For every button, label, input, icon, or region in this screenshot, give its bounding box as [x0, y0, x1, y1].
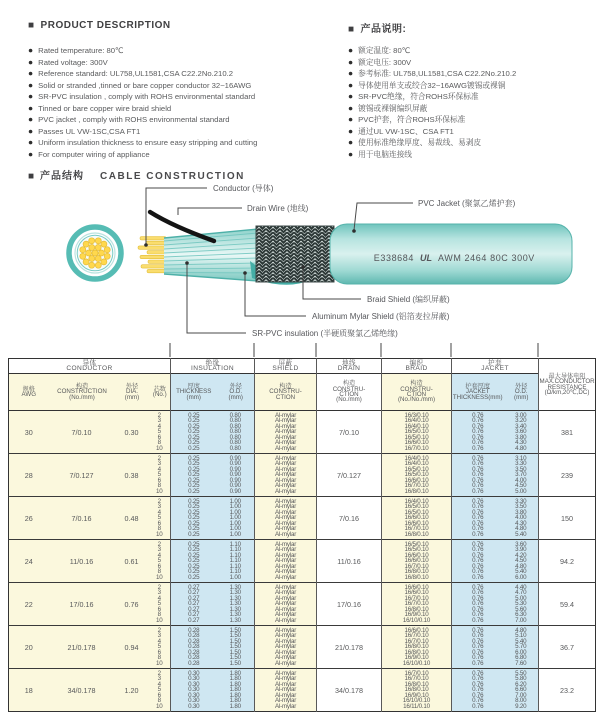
- bullet-icon: ●: [28, 137, 34, 147]
- bullet-text: Rated voltage: 300V: [38, 57, 108, 67]
- cell-jacket_od: 3.10 3.30 3.50 3.70 4.00 4.50 5.00: [504, 454, 539, 497]
- cell-resistance: 381: [539, 411, 596, 454]
- cell-shield: Al-mylar Al-mylar Al-mylar Al-mylar Al-mylar Al-mylar Al-mylar: [255, 669, 317, 712]
- group-header-conductor: 导体 CONDUCTOR: [9, 359, 171, 374]
- cell-resistance: 239: [539, 454, 596, 497]
- cell-ins_thickness: 0.25 0.25 0.25 0.25 0.25 0.25 0.25: [171, 497, 217, 540]
- bullet-text: PVC jacket , comply with ROHS environmental standard: [38, 115, 230, 124]
- spec-table-body: [9, 411, 596, 712]
- product-description-cn-title: [348, 20, 406, 35]
- bullet-text: SR-PVC insulation , comply with ROHS environmental standard: [38, 92, 256, 101]
- cell-drain: 17/0.16: [317, 583, 382, 626]
- bullet-text: 参考标准: UL758,UL1581,CSA C22.2No.210.2: [358, 69, 517, 78]
- cell-cores: 2 3 4 5 6 8 10: [149, 540, 171, 583]
- bullet-item: [348, 114, 598, 126]
- bullet-item: [28, 114, 346, 126]
- cell-jacket_thickness: 0.76 0.76 0.76 0.76 0.76 0.76 0.76: [452, 411, 504, 454]
- bullet-text: 使用标准绝缘厚度、易裁线、易剥皮: [358, 138, 482, 147]
- spec-table-head: [9, 359, 596, 411]
- cell-shield: Al-mylar Al-mylar Al-mylar Al-mylar Al-mylar Al-mylar Al-mylar: [255, 626, 317, 669]
- cell-ins_od: 1.30 1.30 1.30 1.30 1.30 1.30 1.30: [217, 583, 255, 626]
- bullet-item: [28, 68, 346, 80]
- group-header-braid: 编织 BRAID: [382, 359, 452, 374]
- bullet-text: 通过UL VW-1SC、CSA FT1: [358, 126, 454, 136]
- cell-resistance: 94.2: [539, 540, 596, 583]
- cell-construction: 7/0.127: [49, 454, 115, 497]
- bullet-icon: ●: [28, 56, 34, 67]
- product-description-cn-list: [348, 45, 598, 160]
- cell-construction: 21/0.178: [49, 626, 115, 669]
- spec-table: [8, 358, 596, 712]
- bullet-text: For computer wiring of appliance: [38, 149, 150, 159]
- bullet-icon: ●: [28, 79, 34, 90]
- braid-shield-label: Braid Shield (编织屏蔽): [367, 295, 450, 304]
- pvc-jacket-label: PVC Jacket (聚氯乙烯护套): [418, 199, 516, 208]
- cell-shield: Al-mylar Al-mylar Al-mylar Al-mylar Al-mylar Al-mylar Al-mylar: [255, 497, 317, 540]
- bullet-item: [28, 91, 346, 103]
- bullet-text: 导体使用单支或绞合32~16AWG镀锡或裸铜: [358, 80, 506, 90]
- cell-jacket_thickness: 0.76 0.76 0.76 0.76 0.76 0.76 0.76: [452, 454, 504, 497]
- bullet-text: 镀锡或裸铜编织屏蔽: [358, 103, 428, 113]
- cell-awg: 28: [9, 454, 49, 497]
- braid-shield-section: [256, 226, 334, 282]
- group-header-jacket: 护套 JACKET: [452, 359, 539, 374]
- bullet-text: Passes UL VW-1SC,CSA FT1: [38, 126, 141, 136]
- ul-mark-icon: UL: [420, 253, 432, 263]
- bullet-item: [28, 45, 346, 57]
- drain-wire-label: Drain Wire (地线): [247, 204, 309, 213]
- cell-dia: 0.94: [115, 626, 149, 669]
- bullet-text: Reference standard: UL758,UL1581,CSA C22.2No.210.2: [38, 69, 234, 78]
- bullet-text: Uniform insulation thickness to ensure easy stripping and cutting: [38, 138, 258, 147]
- column-header-ins_thickness: 厚度 THICKNESS (mm): [171, 374, 217, 411]
- cell-awg: 20: [9, 626, 49, 669]
- bullet-item: [348, 80, 598, 92]
- cell-dia: 0.76: [115, 583, 149, 626]
- cell-cores: 2 3 4 5 6 8 10: [149, 626, 171, 669]
- cell-jacket_thickness: 0.76 0.76 0.76 0.76 0.76 0.76 0.76: [452, 669, 504, 712]
- bullet-text: SR-PVC绝缘，符合ROHS环保标准: [358, 92, 479, 101]
- column-header-jacket_od: 外径 O.D. (mm): [504, 374, 539, 411]
- cell-drain: 7/0.10: [317, 411, 382, 454]
- column-header-dia: 外径 DIA. (mm): [115, 374, 149, 411]
- bullet-text: 额定温度: 80℃: [358, 46, 411, 55]
- product-description-cn-title-text: 产品说明:: [360, 24, 407, 35]
- cell-dia: 0.61: [115, 540, 149, 583]
- bullet-item: [28, 137, 346, 149]
- aluminum-mylar-label: Aluminum Mylar Shield (铝箔麦拉屏蔽): [312, 312, 450, 321]
- bullet-item: [28, 103, 346, 115]
- bullet-item: [348, 126, 598, 138]
- cell-braid: 16/4/0.10 16/4/0.10 16/5/0.10 16/5/0.10 16/6/0.10 16/7/0.10 16/8/0.10: [382, 454, 452, 497]
- cell-ins_od: 1.10 1.10 1.10 1.10 1.10 1.10 1.00: [217, 540, 255, 583]
- cell-ins_thickness: 0.30 0.30 0.30 0.30 0.30 0.30 0.30: [171, 669, 217, 712]
- cell-braid: 16/3/0.10 16/4/0.10 16/4/0.10 16/5/0.10 16/5/0.10 16/6/0.10 16/7/0.10: [382, 411, 452, 454]
- bullet-item: [28, 126, 346, 138]
- cell-construction: 11/0.16: [49, 540, 115, 583]
- cell-braid: 16/4/0.10 16/5/0.10 16/5/0.10 16/6/0.10 16/6/0.10 16/7/0.10 16/8/0.10: [382, 497, 452, 540]
- cell-drain: 34/0.178: [317, 669, 382, 712]
- cell-ins_od: 1.00 1.00 1.00 1.00 1.00 1.00 1.00: [217, 497, 255, 540]
- cell-ins_od: 0.90 0.90 0.90 0.90 0.90 0.90 0.90: [217, 454, 255, 497]
- cell-jacket_thickness: 0.76 0.76 0.76 0.76 0.76 0.76 0.76: [452, 497, 504, 540]
- cell-braid: 16/5/0.10 16/5/0.10 16/6/0.10 16/6/0.10 16/7/0.10 16/8/0.10 16/8/0.10: [382, 540, 452, 583]
- cell-ins_thickness: 0.25 0.25 0.25 0.25 0.25 0.25 0.25: [171, 411, 217, 454]
- bullet-icon: ●: [348, 91, 354, 101]
- product-description-title: [28, 20, 171, 31]
- bullet-icon: ●: [28, 114, 34, 124]
- cell-construction: 34/0.178: [49, 669, 115, 712]
- table-row: [9, 497, 596, 540]
- cell-awg: 30: [9, 411, 49, 454]
- bullet-item: [348, 149, 598, 161]
- cell-awg: 26: [9, 497, 49, 540]
- cell-drain: 21/0.178: [317, 626, 382, 669]
- table-row: [9, 454, 596, 497]
- table-row: [9, 411, 596, 454]
- cell-braid: 16/6/0.10 16/7/0.10 16/7/0.10 16/8/0.10 16/8/0.10 16/9/0.10 16/10/0.10: [382, 626, 452, 669]
- cell-ins_thickness: 0.25 0.25 0.25 0.25 0.25 0.25 0.25: [171, 454, 217, 497]
- bullet-item: [28, 57, 346, 69]
- column-header-construction: 构造 CONSTRUCTION (No./mm): [49, 374, 115, 411]
- cell-resistance: 150: [539, 497, 596, 540]
- bullet-item: [348, 45, 598, 57]
- column-header-ins_od: 外径 O.D. (mm): [217, 374, 255, 411]
- cell-jacket_od: 3.60 3.90 4.20 4.50 4.80 5.40 6.00: [504, 540, 539, 583]
- bullet-icon: ●: [348, 137, 354, 147]
- bullet-item: [348, 103, 598, 115]
- bullet-text: 用于电脑连接线: [358, 149, 412, 159]
- bullet-text: Rated temperature: 80℃: [38, 46, 124, 55]
- cell-construction: 7/0.16: [49, 497, 115, 540]
- cell-dia: 0.48: [115, 497, 149, 540]
- bullet-icon: ●: [28, 45, 34, 55]
- cell-cores: 2 3 4 5 6 8 10: [149, 411, 171, 454]
- bullet-icon: ●: [348, 125, 354, 136]
- cell-jacket_od: 5.50 5.80 6.20 6.60 7.00 8.00 9.20: [504, 669, 539, 712]
- jacket-print-e-number: E338684: [373, 253, 414, 263]
- cell-jacket_od: 4.80 5.10 5.40 5.70 6.00 6.80 7.60: [504, 626, 539, 669]
- bullet-icon: ●: [348, 79, 354, 90]
- cell-jacket_od: 3.30 3.50 3.80 4.00 4.30 4.80 5.40: [504, 497, 539, 540]
- column-header-awg: 规格 AWG: [9, 374, 49, 411]
- group-header-shield: 屏蔽 SHIELD: [255, 359, 317, 374]
- conductor-strands-side: [138, 237, 166, 273]
- cell-dia: 0.30: [115, 411, 149, 454]
- cell-resistance: 59.4: [539, 583, 596, 626]
- bullet-item: [348, 57, 598, 69]
- bullet-item: [28, 80, 346, 92]
- cell-ins_od: 1.80 1.80 1.80 1.80 1.80 1.80 1.80: [217, 669, 255, 712]
- cell-cores: 2 3 4 5 6 8 10: [149, 583, 171, 626]
- cable-construction-diagram: [0, 160, 603, 358]
- bullet-text: 额定电压: 300V: [358, 57, 412, 67]
- conductor-label: Conductor (导体): [213, 184, 274, 193]
- product-description-title-text: PRODUCT DESCRIPTION: [40, 20, 171, 31]
- table-group-ticks: [170, 343, 538, 357]
- group-header-drain: 地线 DRAIN: [317, 359, 382, 374]
- cell-shield: Al-mylar Al-mylar Al-mylar Al-mylar Al-mylar Al-mylar Al-mylar: [255, 454, 317, 497]
- cell-awg: 18: [9, 669, 49, 712]
- bullet-item: [348, 137, 598, 149]
- cell-cores: 2 3 4 5 6 8 10: [149, 669, 171, 712]
- group-header-insulation: 绝缘 INSULATION: [171, 359, 255, 374]
- column-header-jacket_thickness: 护套厚度 JACKET THICKNESS(mm): [452, 374, 504, 411]
- table-row: [9, 626, 596, 669]
- bullet-item: [28, 149, 346, 161]
- bullet-icon: ●: [348, 148, 354, 159]
- table-row: [9, 540, 596, 583]
- cell-awg: 22: [9, 583, 49, 626]
- bullet-icon: ●: [28, 125, 34, 136]
- cell-dia: 0.38: [115, 454, 149, 497]
- cell-jacket_od: 4.40 4.70 5.00 5.30 5.60 6.30 7.00: [504, 583, 539, 626]
- cell-ins_od: 1.50 1.50 1.50 1.50 1.50 1.50 1.50: [217, 626, 255, 669]
- cable-construction-title-en: CABLE CONSTRUCTION: [100, 171, 245, 182]
- column-header-braid: 构造 CONSTRU- CTION (No./No./mm): [382, 374, 452, 411]
- bullet-item: [348, 91, 598, 103]
- cell-ins_thickness: 0.28 0.28 0.28 0.28 0.28 0.28 0.28: [171, 626, 217, 669]
- section-marker-icon: ■: [348, 24, 355, 35]
- cell-shield: Al-mylar Al-mylar Al-mylar Al-mylar Al-mylar Al-mylar Al-mylar: [255, 583, 317, 626]
- cell-ins_od: 0.80 0.80 0.80 0.80 0.80 0.80 0.80: [217, 411, 255, 454]
- cell-braid: 16/6/0.10 16/6/0.10 16/7/0.10 16/7/0.10 16/8/0.10 16/9/0.10 16/10/0.10: [382, 583, 452, 626]
- cable-construction-title-cn: 产品结构: [40, 171, 85, 182]
- section-marker-icon: ■: [28, 20, 35, 31]
- bullet-icon: ●: [348, 114, 354, 124]
- bullet-text: Solid or stranded ,tinned or bare copper conductor 32~16AWG: [38, 80, 252, 90]
- cell-construction: 17/0.16: [49, 583, 115, 626]
- table-row: [9, 669, 596, 712]
- bullet-icon: ●: [28, 68, 34, 78]
- cell-awg: 24: [9, 540, 49, 583]
- cell-ins_thickness: 0.25 0.25 0.25 0.25 0.25 0.25 0.25: [171, 540, 217, 583]
- cell-resistance: 36.7: [539, 626, 596, 669]
- column-header-shield: 构造 CONSTRU- CTION: [255, 374, 317, 411]
- bullet-text: Tinned or bare copper wire braid shield: [38, 103, 172, 113]
- cell-jacket_thickness: 0.76 0.76 0.76 0.76 0.76 0.76 0.76: [452, 626, 504, 669]
- table-row: [9, 583, 596, 626]
- cell-shield: Al-mylar Al-mylar Al-mylar Al-mylar Al-mylar Al-mylar Al-mylar: [255, 411, 317, 454]
- cell-drain: 7/0.16: [317, 497, 382, 540]
- column-header-drain: 构造 CONSTRU- CTION (No./mm): [317, 374, 382, 411]
- cell-dia: 1.20: [115, 669, 149, 712]
- sr-pvc-insulation-label: SR-PVC insulation (半硬质聚氯乙烯绝缘): [252, 329, 398, 338]
- bullet-icon: ●: [28, 148, 34, 159]
- jacket-print-awm: AWM 2464 80C 300V: [438, 253, 535, 263]
- bullet-item: [348, 68, 598, 80]
- cell-resistance: 23.2: [539, 669, 596, 712]
- column-header-resistance: 最大导体电阻 MAX.CONDUCTOR RESISTANCE (Ω/km,20℃,DC): [539, 359, 596, 411]
- cell-ins_thickness: 0.27 0.27 0.27 0.27 0.27 0.27 0.27: [171, 583, 217, 626]
- product-description-list: [28, 45, 346, 160]
- bullet-text: PVC护套，符合ROHS环保标准: [358, 115, 466, 124]
- bullet-icon: ●: [348, 56, 354, 67]
- cell-construction: 7/0.10: [49, 411, 115, 454]
- column-header-cores: 芯数 (No.): [149, 374, 171, 411]
- cell-braid: 16/7/0.10 16/7/0.10 16/8/0.10 16/8/0.10 16/9/0.10 16/10/0.10 16/11/0.10: [382, 669, 452, 712]
- cable-cross-section-illustration: [69, 227, 121, 279]
- cell-jacket_od: 3.00 3.20 3.40 3.60 3.80 4.30 4.80: [504, 411, 539, 454]
- bullet-icon: ●: [348, 45, 354, 55]
- cell-cores: 2 3 4 5 6 8 10: [149, 497, 171, 540]
- cell-shield: Al-mylar Al-mylar Al-mylar Al-mylar Al-mylar Al-mylar Al-mylar: [255, 540, 317, 583]
- bullet-icon: ●: [28, 102, 34, 113]
- bullet-icon: ●: [28, 91, 34, 101]
- section-marker-icon: ■: [28, 171, 35, 182]
- cell-cores: 2 3 4 5 6 8 10: [149, 454, 171, 497]
- cell-jacket_thickness: 0.76 0.76 0.76 0.76 0.76 0.76 0.76: [452, 583, 504, 626]
- cell-jacket_thickness: 0.76 0.76 0.76 0.76 0.76 0.76 0.76: [452, 540, 504, 583]
- bullet-icon: ●: [348, 68, 354, 78]
- cell-drain: 7/0.127: [317, 454, 382, 497]
- cell-drain: 11/0.16: [317, 540, 382, 583]
- bullet-icon: ●: [348, 102, 354, 113]
